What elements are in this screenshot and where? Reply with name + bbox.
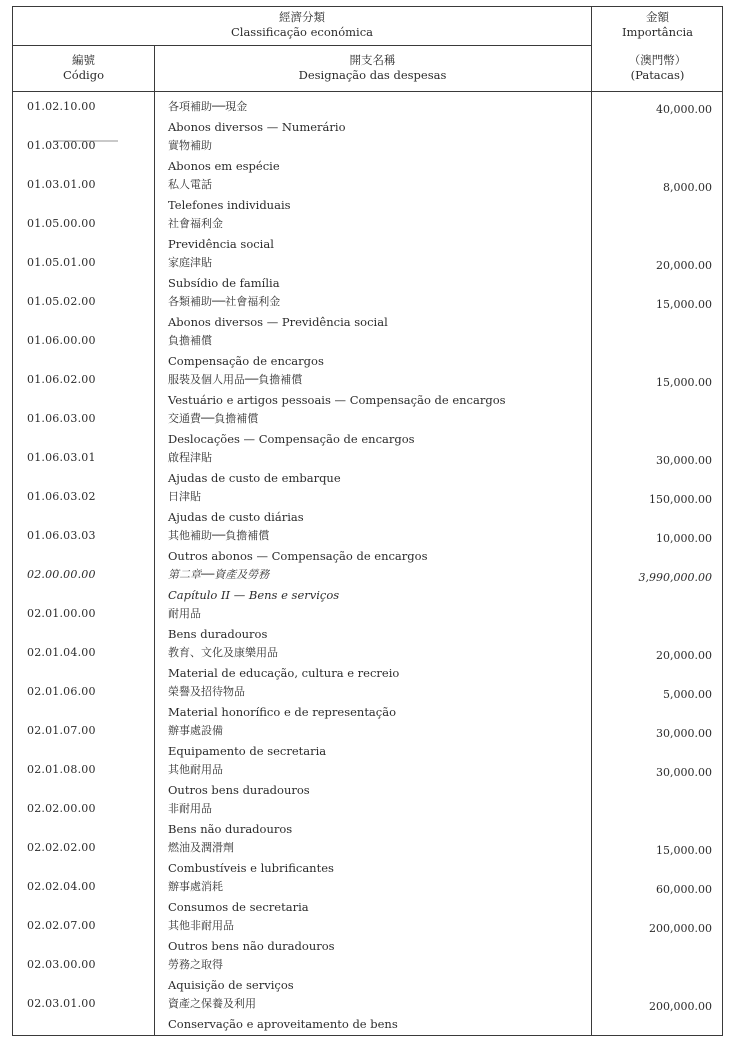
row-designation-zh: 私人電話 — [168, 178, 212, 191]
table-row — [13, 606, 722, 645]
row-designation-pt: Equipamento de secretaria — [168, 744, 327, 758]
row-designation-pt: Deslocações — Compensação de encargos — [168, 432, 415, 446]
table-row — [13, 450, 722, 489]
row-designation-zh: 辦事處消耗 — [168, 880, 223, 893]
row-designation-zh: 其他補助──負擔補償 — [168, 529, 270, 542]
row-amount: 3,990,000.00 — [638, 571, 712, 584]
row-code: 01.06.03.00 — [27, 412, 96, 425]
row-designation-pt: Bens não duradouros — [168, 822, 293, 836]
row-designation-zh: 資產之保養及利用 — [168, 997, 256, 1010]
row-designation-zh: 榮譽及招待物品 — [168, 685, 245, 698]
row-amount: 30,000.00 — [656, 454, 712, 467]
row-designation-zh: 耐用品 — [168, 607, 201, 620]
table-row — [13, 762, 722, 801]
table-row — [13, 255, 722, 294]
row-designation-pt: Ajudas de custo de embarque — [168, 471, 341, 485]
header-moeda — [591, 53, 724, 83]
table-row — [13, 489, 722, 528]
table-row — [13, 567, 722, 606]
table-row — [13, 996, 722, 1035]
row-code: 01.06.00.00 — [27, 334, 96, 347]
header-designacao-zh: 開支名稱 — [349, 53, 396, 67]
row-designation-pt: Aquisição de serviços — [168, 978, 294, 992]
row-amount: 15,000.00 — [656, 376, 712, 389]
row-code: 02.01.07.00 — [27, 724, 96, 737]
row-designation-pt: Capítulo II — Bens e serviços — [168, 588, 340, 602]
row-designation-pt: Outros abonos — Compensação de encargos — [168, 549, 428, 563]
row-code: 01.06.03.02 — [27, 490, 96, 503]
header-importancia-zh: 金額 — [646, 10, 669, 24]
header-importancia-pt: Importância — [621, 25, 694, 39]
table-row — [13, 723, 722, 762]
row-designation-zh: 其他非耐用品 — [168, 919, 234, 932]
table-row — [13, 645, 722, 684]
table-row — [13, 684, 722, 723]
header-codigo-pt: Código — [62, 68, 105, 82]
table-row — [13, 879, 722, 918]
row-code: 02.02.07.00 — [27, 919, 96, 932]
classification-subheader-rule — [13, 45, 591, 46]
row-amount: 150,000.00 — [649, 493, 712, 506]
row-amount: 8,000.00 — [663, 181, 712, 194]
row-designation-pt: Previdência social — [168, 237, 274, 251]
row-code: 02.00.00.00 — [27, 568, 96, 581]
row-designation-pt: Material honorífico e de representação — [168, 705, 397, 719]
table-row — [13, 528, 722, 567]
row-code: 02.01.06.00 — [27, 685, 96, 698]
header-classificacao — [13, 10, 591, 40]
row-designation-pt: Subsídio de família — [168, 276, 280, 290]
row-code: 02.01.08.00 — [27, 763, 96, 776]
row-designation-zh: 實物補助 — [168, 139, 212, 152]
row-code: 02.02.00.00 — [27, 802, 96, 815]
row-designation-pt: Abonos em espécie — [168, 159, 280, 173]
row-designation-zh: 交通費──負擔補償 — [168, 412, 259, 425]
row-amount: 10,000.00 — [656, 532, 712, 545]
row-designation-pt: Abonos diversos — Numerário — [168, 120, 346, 134]
row-designation-zh: 各項補助──現金 — [168, 100, 248, 113]
header-classificacao-pt: Classificação económica — [230, 25, 374, 39]
table-row — [13, 372, 722, 411]
row-code: 02.01.00.00 — [27, 607, 96, 620]
row-designation-pt: Compensação de encargos — [168, 354, 324, 368]
header-moeda-pt: (Patacas) — [630, 68, 685, 82]
row-code: 02.03.00.00 — [27, 958, 96, 971]
row-amount: 30,000.00 — [656, 766, 712, 779]
row-amount: 30,000.00 — [656, 727, 712, 740]
header-moeda-zh: （澳門幣） — [628, 53, 687, 67]
row-code: 02.03.01.00 — [27, 997, 96, 1010]
row-code: 01.03.01.00 — [27, 178, 96, 191]
row-designation-zh: 社會福利金 — [168, 217, 223, 230]
table-row — [13, 333, 722, 372]
header-classificacao-zh: 經濟分類 — [279, 10, 325, 24]
row-code: 01.05.01.00 — [27, 256, 96, 269]
table-row — [13, 294, 722, 333]
row-designation-pt: Outros bens duradouros — [168, 783, 310, 797]
row-amount: 20,000.00 — [656, 259, 712, 272]
row-designation-zh: 各類補助──社會福利金 — [168, 295, 281, 308]
row-designation-pt: Consumos de secretaria — [168, 900, 309, 914]
row-amount: 15,000.00 — [656, 298, 712, 311]
row-designation-zh: 家庭津貼 — [168, 256, 212, 269]
header-codigo — [13, 53, 154, 83]
row-designation-zh: 其他耐用品 — [168, 763, 223, 776]
row-designation-pt: Abonos diversos — Previdência social — [168, 315, 388, 329]
row-designation-zh: 非耐用品 — [168, 802, 212, 815]
row-designation-pt: Conservação e aproveitamento de bens — [168, 1017, 398, 1031]
row-designation-zh: 第二章──資產及勞務 — [168, 568, 270, 581]
row-code: 01.05.00.00 — [27, 217, 96, 230]
table-row — [13, 138, 722, 177]
header-bottom-rule — [13, 91, 722, 92]
row-designation-zh: 啟程津貼 — [168, 451, 212, 464]
row-code: 02.02.02.00 — [27, 841, 96, 854]
table-body — [13, 99, 722, 1035]
table-row — [13, 918, 722, 957]
row-code: 01.02.10.00 — [27, 100, 96, 113]
row-designation-pt: Material de educação, cultura e recreio — [168, 666, 400, 680]
row-designation-pt: Combustíveis e lubrificantes — [168, 861, 334, 875]
row-designation-zh: 勞務之取得 — [168, 958, 223, 971]
table-row — [13, 801, 722, 840]
row-amount: 200,000.00 — [649, 922, 712, 935]
row-designation-zh: 辦事處設備 — [168, 724, 223, 737]
row-designation-pt: Telefones individuais — [168, 198, 291, 212]
header-importancia — [591, 10, 724, 40]
row-code: 01.06.03.01 — [27, 451, 96, 464]
budget-table — [12, 6, 723, 1036]
row-amount: 5,000.00 — [663, 688, 712, 701]
header-designacao — [154, 53, 591, 83]
row-amount: 40,000.00 — [656, 103, 712, 116]
row-amount: 15,000.00 — [656, 844, 712, 857]
row-amount: 20,000.00 — [656, 649, 712, 662]
row-amount: 200,000.00 — [649, 1000, 712, 1013]
row-designation-zh: 教育、文化及康樂用品 — [168, 646, 278, 659]
row-code: 01.03.00.00 — [27, 139, 96, 152]
row-code: 01.05.02.00 — [27, 295, 96, 308]
row-designation-zh: 負擔補償 — [168, 334, 212, 347]
row-designation-zh: 服裝及個人用品──負擔補償 — [168, 373, 303, 386]
row-code: 02.02.04.00 — [27, 880, 96, 893]
row-amount: 60,000.00 — [656, 883, 712, 896]
row-code: 01.06.03.03 — [27, 529, 96, 542]
row-designation-pt: Bens duradouros — [168, 627, 268, 641]
header-codigo-zh: 編號 — [72, 53, 95, 67]
table-row — [13, 99, 722, 138]
row-code: 02.01.04.00 — [27, 646, 96, 659]
row-designation-pt: Outros bens não duradouros — [168, 939, 335, 953]
row-designation-zh: 燃油及潤滑劑 — [168, 841, 234, 854]
row-designation-pt: Vestuário e artigos pessoais — Compensação de encargos — [168, 393, 506, 407]
header-designacao-pt: Designação das despesas — [298, 68, 447, 82]
row-code: 01.06.02.00 — [27, 373, 96, 386]
table-row — [13, 840, 722, 879]
row-designation-pt: Ajudas de custo diárias — [168, 510, 304, 524]
table-row — [13, 411, 722, 450]
table-row — [13, 177, 722, 216]
row-designation-zh: 日津貼 — [168, 490, 201, 503]
table-row — [13, 216, 722, 255]
table-row — [13, 957, 722, 996]
